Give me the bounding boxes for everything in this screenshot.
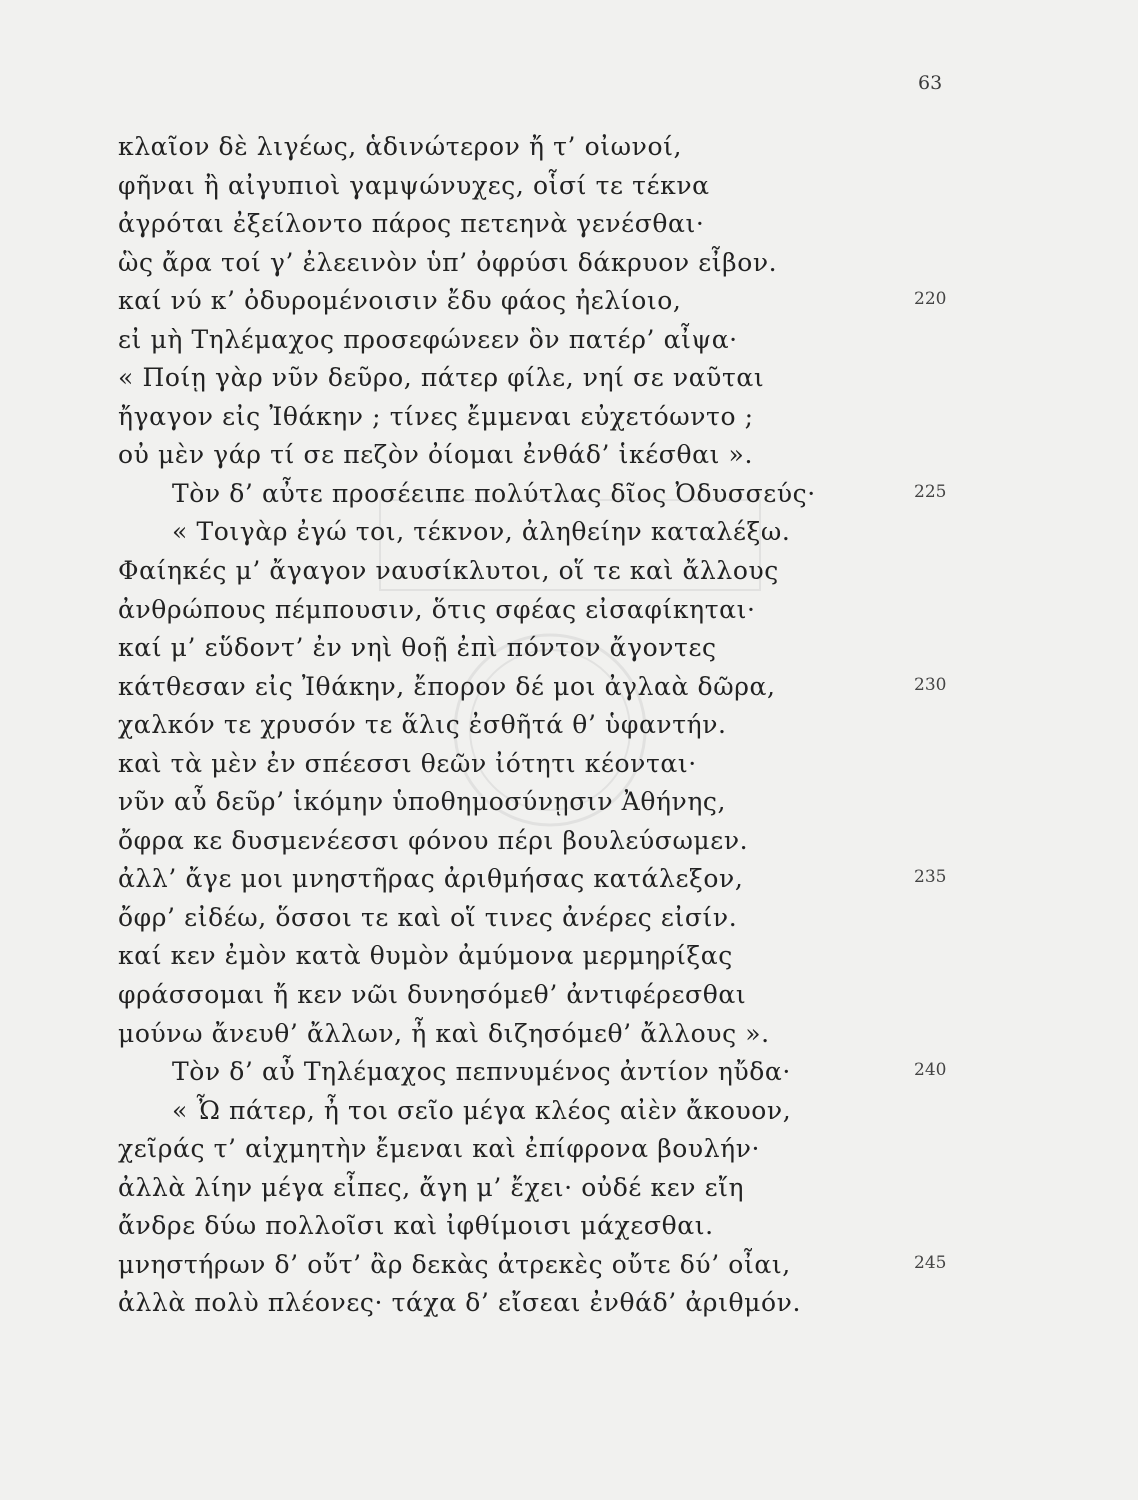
verse-text: ἀλλ’ ἄγε μοι μνηστῆρας ἀριθμήσας κατάλεξον, [118, 864, 744, 894]
verse-line [0, 1053, 1138, 1092]
line-number: 220 [914, 289, 947, 310]
verse-text: εἰ μὴ Τηλέμαχος προσεφώνεεν ὃν πατέρ’ αἶψα· [118, 324, 738, 354]
verse-text: κάτθεσαν εἰς Ἰθάκην, ἔπορον δέ μοι ἀγλαὰ δῶρα, [118, 671, 776, 701]
verse-line [0, 321, 1138, 360]
verse-line [0, 1130, 1138, 1169]
verse-text: ἀλλὰ λίην μέγα εἶπες, ἄγη μ’ ἔχει· οὐδέ κεν εἴη [118, 1172, 745, 1202]
verse-line [0, 976, 1138, 1015]
line-number: 225 [914, 481, 947, 502]
verse-line [0, 1284, 1138, 1323]
verse-text: Τὸν δ’ αὖτε προσέειπε πολύτλας δῖος Ὀδυσσεύς· [172, 478, 816, 508]
verse-line [0, 899, 1138, 938]
verse-line [0, 1092, 1138, 1131]
verse-text: οὐ μὲν γάρ τί σε πεζὸν ὀίομαι ἐνθάδ’ ἱκέσθαι ». [118, 440, 753, 470]
verse-line [0, 513, 1138, 552]
verse-text: ἀγρόται ἐξείλοντο πάρος πετεηνὰ γενέσθαι· [118, 209, 705, 239]
verse-text: νῦν αὖ δεῦρ’ ἱκόμην ὑποθημοσύνῃσιν Ἀθήνης, [118, 787, 727, 817]
verse-text: μνηστήρων δ’ οὔτ’ ἂρ δεκὰς ἀτρεκὲς οὔτε δύ’ οἶαι, [118, 1249, 791, 1279]
verse-line [0, 167, 1138, 206]
verse-text: ἀνθρώπους πέμπουσιν, ὅτις σφέας εἰσαφίκηται· [118, 594, 756, 624]
verse-text: ἄνδρε δύω πολλοῖσι καὶ ἰφθίμοισι μάχεσθαι. [118, 1211, 714, 1241]
verse-line [0, 822, 1138, 861]
verse-line [0, 128, 1138, 167]
verse-text: Φαίηκές μ’ ἄγαγον ναυσίκλυτοι, οἵ τε καὶ ἄλλους [118, 556, 779, 586]
verse-line [0, 860, 1138, 899]
verse-block [0, 128, 1138, 1323]
line-number: 235 [914, 867, 947, 888]
verse-line [0, 783, 1138, 822]
verse-text: ὣς ἄρα τοί γ’ ἐλεεινὸν ὑπ’ ὀφρύσι δάκρυον εἶβον. [118, 247, 778, 277]
verse-line [0, 359, 1138, 398]
verse-text: κλαῖον δὲ λιγέως, ἁδινώτερον ἤ τ’ οἰωνοί, [118, 132, 683, 161]
verse-line [0, 282, 1138, 321]
verse-text: καί νύ κ’ ὀδυρομένοισιν ἔδυ φάος ἠελίοιο, [118, 286, 682, 316]
line-number: 240 [914, 1060, 947, 1081]
verse-text: καί κεν ἐμὸν κατὰ θυμὸν ἀμύμονα μερμηρίξας [118, 941, 733, 971]
verse-text: φράσσομαι ἤ κεν νῶι δυνησόμεθ’ ἀντιφέρεσθαι [118, 980, 747, 1010]
verse-text: καὶ τὰ μὲν ἐν σπέεσσι θεῶν ἰότητι κέονται· [118, 748, 697, 778]
verse-text: « Ποίῃ γὰρ νῦν δεῦρο, πάτερ φίλε, νηί σε ναῦται [118, 363, 765, 393]
line-number: 230 [914, 674, 947, 695]
verse-line [0, 745, 1138, 784]
verse-line [0, 552, 1138, 591]
verse-text: φῆναι ἢ αἰγυπιοὶ γαμψώνυχες, οἷσί τε τέκνα [118, 170, 710, 200]
verse-text: χεῖράς τ’ αἰχμητὴν ἔμεναι καὶ ἐπίφρονα βουλήν· [118, 1134, 761, 1164]
verse-line [0, 1246, 1138, 1285]
verse-line [0, 668, 1138, 707]
verse-text: καί μ’ εὕδοντ’ ἐν νηὶ θοῇ ἐπὶ πόντον ἄγοντες [118, 633, 717, 663]
verse-line [0, 398, 1138, 437]
verse-text: « Τοιγὰρ ἐγώ τοι, τέκνον, ἀληθείην καταλέξω. [172, 517, 791, 547]
verse-text: ἀλλὰ πολὺ πλέονες· τάχα δ’ εἴσεαι ἐνθάδ’ ἀριθμόν. [118, 1288, 802, 1318]
verse-line [0, 205, 1138, 244]
verse-text: Τὸν δ’ αὖ Τηλέμαχος πεπνυμένος ἀντίον ηὔδα· [172, 1057, 791, 1087]
verse-line [0, 1015, 1138, 1054]
verse-line [0, 1169, 1138, 1208]
verse-text: ὄφρ’ εἰδέω, ὅσσοι τε καὶ οἵ τινες ἀνέρες εἰσίν. [118, 902, 738, 932]
verse-line [0, 937, 1138, 976]
page-number: 63 [918, 72, 943, 94]
verse-text: ἤγαγον εἰς Ἰθάκην ; τίνες ἔμμεναι εὐχετόωντο ; [118, 401, 754, 431]
verse-line [0, 591, 1138, 630]
line-number: 245 [914, 1252, 947, 1273]
verse-text: « Ὦ πάτερ, ἦ τοι σεῖο μέγα κλέος αἰὲν ἄκουον, [172, 1095, 792, 1125]
verse-text: ὄφρα κε δυσμενέεσσι φόνου πέρι βουλεύσωμεν. [118, 825, 749, 855]
verse-text: χαλκόν τε χρυσόν τε ἅλις ἐσθῆτά θ’ ὑφαντήν. [118, 710, 727, 740]
verse-text: μούνω ἄνευθ’ ἄλλων, ἦ καὶ διζησόμεθ’ ἄλλους ». [118, 1018, 770, 1048]
verse-line [0, 244, 1138, 283]
verse-line [0, 629, 1138, 668]
verse-line [0, 1207, 1138, 1246]
verse-line [0, 706, 1138, 745]
verse-line [0, 475, 1138, 514]
verse-line [0, 436, 1138, 475]
